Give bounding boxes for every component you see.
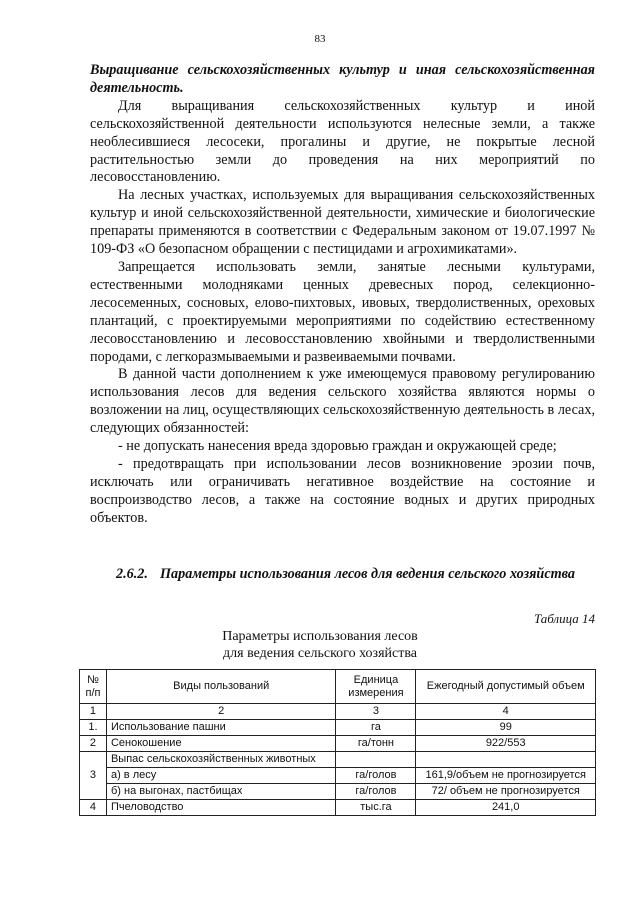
paragraph: Запрещается использовать земли, занятые лесными культурами, естественными молодняками ценных древесных пород, селекционно-лесосеменных, сосновых, елово-пихтовых, ивовых, твердолиственных, ореховых плантаций, с проектируемыми мероприятиями по содействию естественному лесовосстановлению и лесовосстановлению хвойными и твердолиственными породами, с легкоразмываемыми и развеиваемыми почвами. [90, 258, 595, 365]
parameters-table [79, 669, 596, 816]
table-caption-line: для ведения сельского хозяйства [223, 646, 417, 661]
row-unit: тыс.га [336, 800, 416, 816]
row-unit: га [336, 720, 416, 736]
col-number: 3 [336, 704, 416, 720]
body-text [90, 62, 595, 528]
row-volume: 72/ объем не прогнозируется [416, 784, 596, 800]
table-row [80, 768, 596, 784]
row-volume: 922/553 [416, 736, 596, 752]
table-header-row [80, 670, 596, 704]
row-kind: Выпас сельскохозяйственных животных [106, 752, 336, 768]
row-unit [336, 752, 416, 768]
bullet-item: - не допускать нанесения вреда здоровью граждан и окружающей среде; [118, 438, 557, 455]
table-row [80, 800, 596, 816]
section-number: 2.6.2. [116, 566, 148, 582]
row-kind: Сенокошение [106, 736, 336, 752]
table-row [80, 736, 596, 752]
page-number: 83 [314, 33, 326, 45]
row-unit: га/голов [336, 768, 416, 784]
table-caption [0, 628, 640, 662]
col-number: 4 [416, 704, 596, 720]
header-volume: Ежегодный допустимый объем [416, 670, 596, 704]
col-number: 2 [106, 704, 336, 720]
table-row [80, 720, 596, 736]
section-title: Параметры использования лесов для ведения сельского хозяйства [160, 566, 575, 582]
row-kind: Использование пашни [106, 720, 336, 736]
row-unit: га/голов [336, 784, 416, 800]
paragraph: Для выращивания сельскохозяйственных культур и иной сельскохозяйственной деятельности используются нелесные земли, а также необлесившиеся лесосеки, прогалины и другие, не покрытые лесной растительностью земли до проведения на них мероприятий по лесовосстановлению. [90, 97, 595, 186]
heading: Выращивание сельскохозяйственных культур и иная сельскохозяйственная деятельность. [90, 62, 595, 96]
row-num: 2 [80, 736, 107, 752]
row-num: 4 [80, 800, 107, 816]
row-unit: га/тонн [336, 736, 416, 752]
row-num: 1. [80, 720, 107, 736]
column-number-row [80, 704, 596, 720]
paragraph: В данной части дополнением к уже имеющемуся правовому регулированию использования лесов для ведения сельского хозяйства являются нормы о возложении на лиц, осуществляющих сельскохозяйственную деятельность в лесах, следующих обязанностей: [90, 366, 595, 437]
paragraph: На лесных участках, используемых для выращивания сельскохозяйственных культур и иной сельскохозяйственной деятельности, химические и биологические препараты применяются в соответствии с Федеральным законом от 19.07.1997 № 109-ФЗ «О безопасном обращении с пестицидами и агрохимикатами». [90, 187, 595, 258]
row-kind: Пчеловодство [106, 800, 336, 816]
table-row [80, 752, 596, 768]
row-volume: 99 [416, 720, 596, 736]
row-volume: 161,9/объем не прогнозируется [416, 768, 596, 784]
row-kind: б) на выгонах, пастбищах [106, 784, 336, 800]
header-kind: Виды пользований [106, 670, 336, 704]
row-volume: 241,0 [416, 800, 596, 816]
row-volume [416, 752, 596, 768]
table-row [80, 784, 596, 800]
header-num: № п/п [80, 670, 107, 704]
col-number: 1 [80, 704, 107, 720]
header-unit: Единица измерения [336, 670, 416, 704]
row-kind: а) в лесу [106, 768, 336, 784]
table-caption-line: Параметры использования лесов [222, 629, 418, 644]
table-label: Таблица 14 [533, 611, 595, 626]
bullet-item: - предотвращать при использовании лесов возникновение эрозии почв, исключать или ограничивать негативное воздействие на состояние и воспроизводство лесов, а также на состояние водных и других природных объектов. [90, 455, 595, 526]
row-num: 3 [80, 752, 107, 800]
section-heading [90, 566, 595, 584]
